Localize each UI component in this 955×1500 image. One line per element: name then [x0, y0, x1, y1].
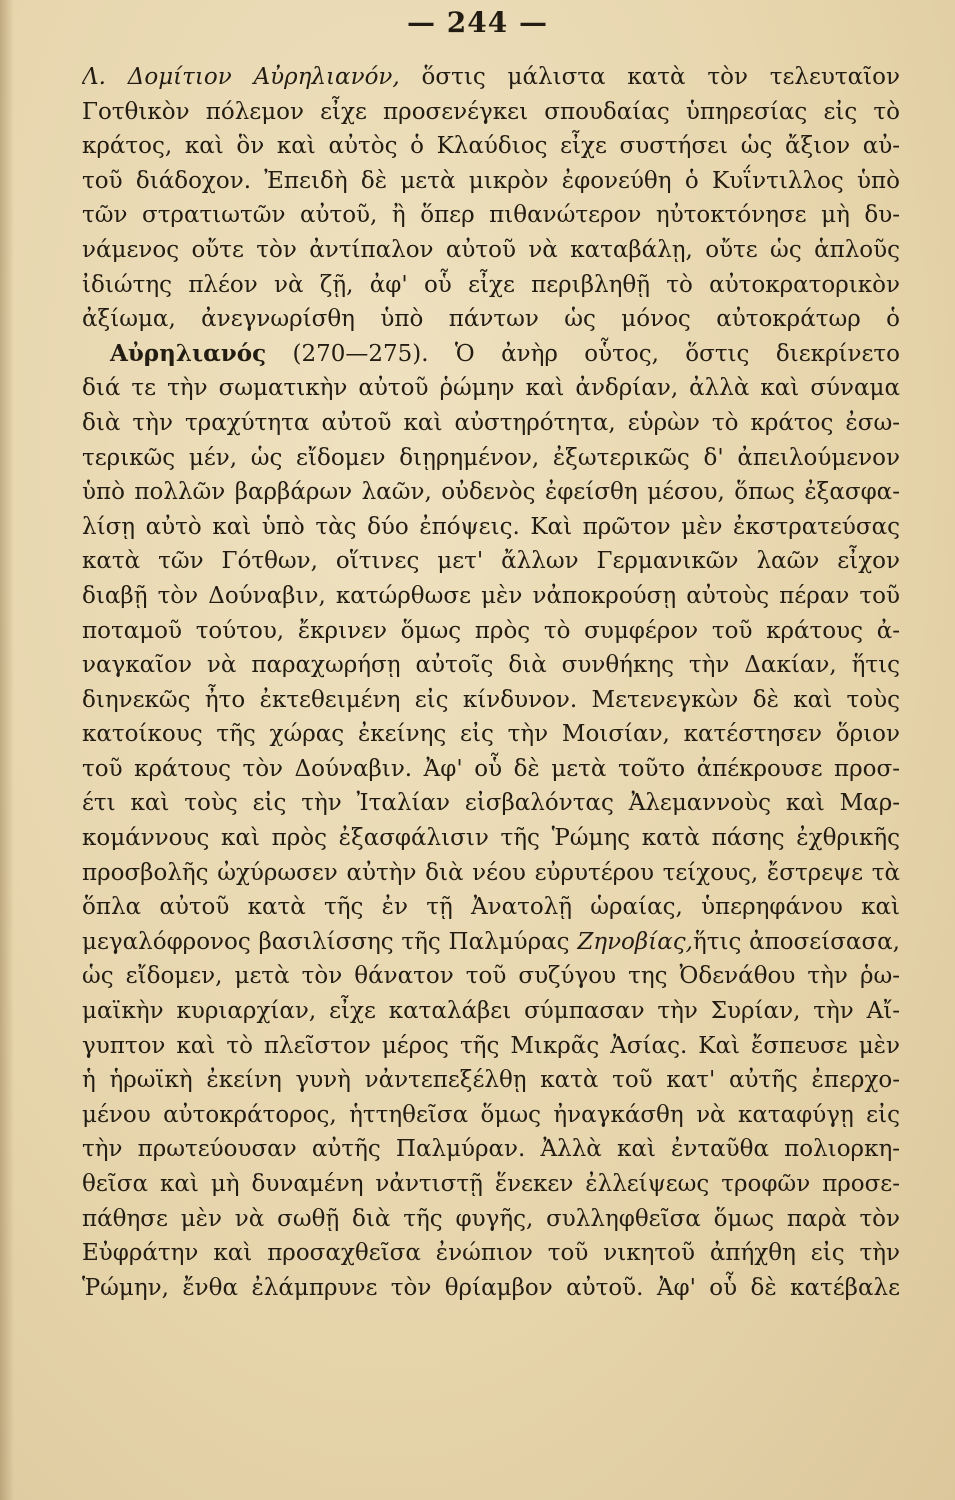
text-run: ὑπὸ πολλῶν βαρβάρων λαῶν, οὐδενὸς ἐφείσθη μέσου, ὅπως ἐξασφα- — [82, 479, 900, 506]
text-run: τερικῶς μέν, ὡς εἴδομεν διῃρημένον, ἐξωτερικῶς δ' ἀπειλούμενον — [82, 444, 900, 471]
text-line — [82, 268, 900, 303]
text-line — [82, 579, 900, 614]
text-line — [82, 198, 900, 233]
text-line — [82, 1271, 900, 1306]
text-line — [82, 717, 900, 752]
text-italic: Λ. Δομίτιον Αὐρηλιανόν, — [82, 64, 400, 90]
text-run: διηνεκῶς ἦτο ἐκτεθειμένη εἰς κίνδυνον. Μετενεγκὼν δὲ καὶ τοὺς — [82, 686, 900, 713]
text-run: (270—275). Ὁ ἀνὴρ οὗτος, ὅστις διεκρίνετο — [266, 340, 900, 367]
text-line — [82, 752, 900, 787]
text-line — [82, 1236, 900, 1271]
text-line — [82, 129, 900, 164]
text-run: διαβῇ τὸν Δούναβιν, κατώρθωσε μὲν νἀποκρούσῃ αὐτοὺς πέραν τοῦ — [82, 582, 900, 609]
text-run: ὡς εἴδομεν, μετὰ τὸν θάνατον τοῦ συζύγου της Ὀδενάθου τὴν ῥω- — [82, 963, 900, 990]
text-run: κομάννους καὶ πρὸς ἐξασφάλισιν τῆς Ῥώμης κατὰ πάσης ἐχθρικῆς — [82, 825, 900, 852]
text-line — [82, 683, 900, 718]
text-line — [82, 337, 900, 372]
text-line — [82, 60, 900, 95]
text-line — [82, 925, 900, 960]
text-line — [82, 1029, 900, 1064]
text-run: λίσῃ αὐτὸ καὶ ὑπὸ τὰς δύο ἐπόψεις. Καὶ πρῶτον μὲν ἐκστρατεύσας — [82, 513, 900, 540]
text-run: μεγαλόφρονος βασιλίσσης τῆς Παλμύρας — [82, 928, 578, 955]
text-run: τοῦ κράτους τὸν Δούναβιν. Ἀφ' οὗ δὲ μετὰ τοῦτο ἀπέκρουσε προσ- — [82, 755, 900, 782]
page-edge-shadow — [0, 0, 14, 1500]
text-line — [82, 406, 900, 441]
text-run: ὅστις μάλιστα κατὰ τὸν τελευταῖον — [399, 64, 900, 90]
text-run: κατοίκους τῆς χώρας ἐκείνης εἰς τὴν Μοισίαν, κατέστησεν ὅριον — [82, 721, 900, 748]
text-line — [82, 475, 900, 510]
text-run: ἀξίωμα, ἀνεγνωρίσθη ὑπὸ πάντων ὡς μόνος αὐτοκράτωρ ὁ — [82, 306, 900, 333]
text-run: Ῥώμην, ἔνθα ἐλάμπρυνε τὸν θρίαμβον αὐτοῦ. Ἀφ' οὗ δὲ κατέβαλε — [82, 1274, 900, 1301]
text-line — [82, 1167, 900, 1202]
text-bold: Αὐρηλιανός — [110, 339, 267, 367]
text-line — [82, 233, 900, 268]
text-run: τῶν στρατιωτῶν αὐτοῦ, ἢ ὅπερ πιθανώτερον ηὐτοκτόνησε μὴ δυ- — [82, 202, 900, 229]
text-italic: Ζηνοβίας, — [577, 928, 693, 955]
text-run: γυπτον καὶ τὸ πλεῖστον μέρος τῆς Μικρᾶς Ἀσίας. Καὶ ἔσπευσε μὲν — [82, 1032, 900, 1059]
text-run: τὴν πρωτεύουσαν αὐτῆς Παλμύραν. Ἀλλὰ καὶ ἐνταῦθα πολιορκη- — [82, 1136, 900, 1163]
text-run: Γοτθικὸν πόλεμον εἶχε προσενέγκει σπουδαίας ὑπηρεσίας εἰς τὸ — [82, 98, 900, 125]
text-run: πάθησε μὲν νὰ σωθῇ διὰ τῆς φυγῆς, συλληφθεῖσα ὅμως παρὰ τὸν — [82, 1205, 900, 1232]
body-text — [82, 60, 900, 1305]
text-line — [82, 510, 900, 545]
text-line — [82, 786, 900, 821]
text-line — [82, 544, 900, 579]
text-run: ναγκαῖον νὰ παραχωρήσῃ αὐτοῖς διὰ συνθήκης τὴν Δακίαν, ἥτις — [82, 652, 900, 679]
text-line — [82, 856, 900, 891]
text-line — [82, 994, 900, 1029]
text-run: διά τε τὴν σωματικὴν αὐτοῦ ῥώμην καὶ ἀνδρίαν, ἀλλὰ καὶ σύναμα — [82, 375, 900, 402]
text-line — [82, 821, 900, 856]
text-run: μαϊκὴν κυριαρχίαν, εἶχε καταλάβει σύμπασαν τὴν Συρίαν, τὴν Αἴ- — [82, 998, 900, 1025]
text-run: θεῖσα καὶ μὴ δυναμένη νἀντιστῇ ἕνεκεν ἐλλείψεως τροφῶν προσε- — [82, 1171, 900, 1197]
text-run: έτι καὶ τοὺς εἰς τὴν Ἰταλίαν εἰσβαλόντας Ἀλεμαννοὺς καὶ Μαρ- — [82, 790, 900, 817]
text-line — [82, 441, 900, 476]
text-line — [82, 648, 900, 683]
text-line — [82, 1098, 900, 1133]
text-line — [82, 95, 900, 130]
text-run: κράτος, καὶ ὃν καὶ αὐτὸς ὁ Κλαύδιος εἶχε συστήσει ὡς ἄξιον αὐ- — [82, 133, 900, 160]
text-run: Εὐφράτην καὶ προσαχθεῖσα ἐνώπιον τοῦ νικητοῦ ἀπήχθη εἰς τὴν — [82, 1240, 900, 1267]
text-line — [82, 890, 900, 925]
text-line — [82, 1202, 900, 1237]
text-run: ἡ ἡρωϊκὴ ἐκείνη γυνὴ νἀντεπεξέλθῃ κατὰ τοῦ κατ' αὐτῆς ἐπερχο- — [82, 1067, 900, 1094]
text-run: τοῦ διάδοχον. Ἐπειδὴ δὲ μετὰ μικρὸν ἐφονεύθη ὁ Κυΐντιλλος ὑπὸ — [82, 167, 900, 194]
text-run: ὅπλα αὐτοῦ κατὰ τῆς ἐν τῇ Ἀνατολῇ ὡραίας, ὑπερηφάνου καὶ — [82, 894, 900, 921]
text-line — [82, 1063, 900, 1098]
text-run: ἰδιώτης πλέον νὰ ζῇ, ἀφ' οὗ εἶχε περιβληθῇ τὸ αὐτοκρατορικὸν — [82, 271, 900, 298]
text-line — [82, 1132, 900, 1167]
text-line — [82, 959, 900, 994]
text-run: μένου αὐτοκράτορος, ἡττηθεῖσα ὅμως ἠναγκάσθη νὰ καταφύγῃ εἰς — [82, 1101, 900, 1128]
text-run: διὰ τὴν τραχύτητα αὐτοῦ καὶ αὐστηρότητα, εὑρὼν τὸ κράτος ἐσω- — [82, 409, 900, 436]
text-run: νάμενος οὔτε τὸν ἀντίπαλον αὐτοῦ νὰ καταβάλῃ, οὔτε ὡς ἁπλοῦς — [82, 236, 900, 263]
text-run: ἥτις ἀποσείσασα, — [692, 928, 900, 955]
page-number: — 244 — — [407, 6, 548, 39]
text-line — [82, 371, 900, 406]
text-run: προσβολῆς ὠχύρωσεν αὐτὴν διὰ νέου εὐρυτέρου τείχους, ἔστρεψε τὰ — [82, 859, 900, 886]
text-line — [82, 614, 900, 649]
text-line — [82, 164, 900, 199]
text-line — [82, 302, 900, 337]
text-run: ποταμοῦ τούτου, ἔκρινεν ὅμως πρὸς τὸ συμφέρον τοῦ κράτους ἀ- — [82, 617, 900, 644]
text-run: κατὰ τῶν Γότθων, οἵτινες μετ' ἄλλων Γερμανικῶν λαῶν εἶχον — [82, 548, 900, 575]
